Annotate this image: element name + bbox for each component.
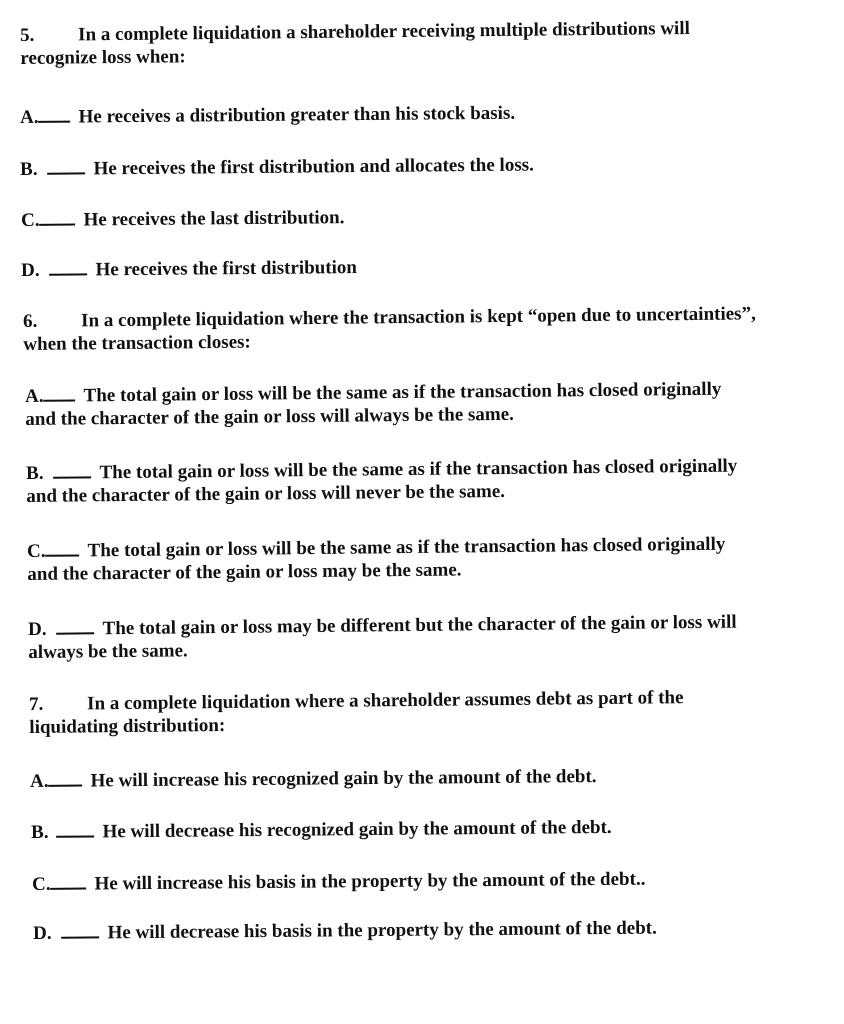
option-letter: B. — [20, 158, 38, 180]
question-6-stem-line2: when the transaction closes: — [23, 331, 251, 355]
question-6-number: 6. — [23, 310, 38, 332]
option-letter: C. — [21, 209, 40, 231]
question-7-option-b — [31, 814, 831, 844]
question-5-option-c — [21, 202, 821, 232]
question-7-option-d — [33, 915, 833, 945]
option-text-line2: always be the same. — [28, 640, 188, 663]
answer-blank[interactable] — [50, 874, 86, 890]
answer-blank[interactable] — [49, 259, 87, 275]
option-text: The total gain or loss will be the same as if the transaction has closed originally — [99, 455, 738, 484]
question-6-option-d — [28, 610, 828, 664]
option-text-line2: and the character of the gain or loss may be the same. — [27, 559, 462, 585]
question-7-option-c — [32, 866, 832, 896]
option-letter: D. — [21, 259, 40, 281]
question-5-stem-line1: In a complete liquidation a shareholder receiving multiple distributions will — [78, 17, 690, 46]
answer-blank[interactable] — [48, 771, 82, 787]
option-letter: A. — [20, 106, 39, 128]
question-5-stem — [20, 16, 820, 70]
question-7-option-a — [30, 763, 830, 793]
answer-blank[interactable] — [43, 385, 75, 401]
option-letter: D. — [28, 618, 47, 640]
answer-blank[interactable] — [47, 158, 85, 174]
answer-blank[interactable] — [39, 210, 75, 226]
answer-blank[interactable] — [61, 922, 99, 938]
question-6-stem-line1: In a complete liquidation where the transaction is kept “open due to uncertainties”, — [81, 303, 756, 332]
question-6-option-a — [25, 377, 825, 431]
question-6-stem — [23, 302, 823, 356]
option-text: He receives a distribution greater than his stock basis. — [78, 102, 516, 128]
question-5-option-d — [21, 252, 821, 282]
option-letter: C. — [27, 540, 46, 562]
option-text: He receives the first distribution and allocates the loss. — [93, 154, 534, 180]
question-5-number: 5. — [20, 24, 35, 46]
option-text: He receives the first distribution — [95, 257, 358, 281]
option-text: He will decrease his basis in the property by the amount of the debt. — [107, 917, 657, 944]
option-letter: C. — [32, 873, 51, 895]
option-text: The total gain or loss will be the same as if the transaction has closed originally — [83, 378, 722, 407]
option-text: He will increase his basis in the property by the amount of the debt.. — [94, 868, 646, 895]
option-letter: A. — [25, 385, 44, 407]
answer-blank[interactable] — [38, 107, 70, 123]
option-letter: B. — [26, 462, 44, 484]
question-5-stem-line2: recognize loss when: — [20, 46, 186, 69]
answer-blank[interactable] — [56, 618, 94, 634]
option-letter: B. — [31, 821, 49, 843]
question-7-stem-line2: liquidating distribution: — [29, 714, 226, 738]
question-7-number: 7. — [29, 693, 44, 715]
option-text-line2: and the character of the gain or loss will never be the same. — [26, 480, 506, 507]
option-letter: D. — [33, 922, 52, 944]
question-7-stem-line1: In a complete liquidation where a shareholder assumes debt as part of the — [87, 687, 684, 715]
option-letter: A. — [30, 770, 49, 792]
question-5-option-b — [20, 151, 820, 181]
question-6-option-c — [27, 532, 827, 586]
question-6-option-b — [26, 454, 826, 508]
answer-blank[interactable] — [56, 821, 94, 837]
option-text: He will decrease his recognized gain by the amount of the debt. — [102, 816, 612, 843]
question-5-option-a — [20, 99, 820, 129]
answer-blank[interactable] — [53, 462, 91, 478]
question-7-stem — [29, 685, 829, 739]
option-text: He receives the last distribution. — [83, 207, 345, 231]
option-text-line2: and the character of the gain or loss will always be the same. — [25, 403, 514, 430]
option-text: The total gain or loss will be the same as if the transaction has closed originally — [87, 533, 726, 562]
answer-blank[interactable] — [45, 540, 79, 556]
option-text: The total gain or loss may be different but the character of the gain or loss will — [102, 611, 737, 640]
option-text: He will increase his recognized gain by the amount of the debt. — [90, 766, 597, 792]
